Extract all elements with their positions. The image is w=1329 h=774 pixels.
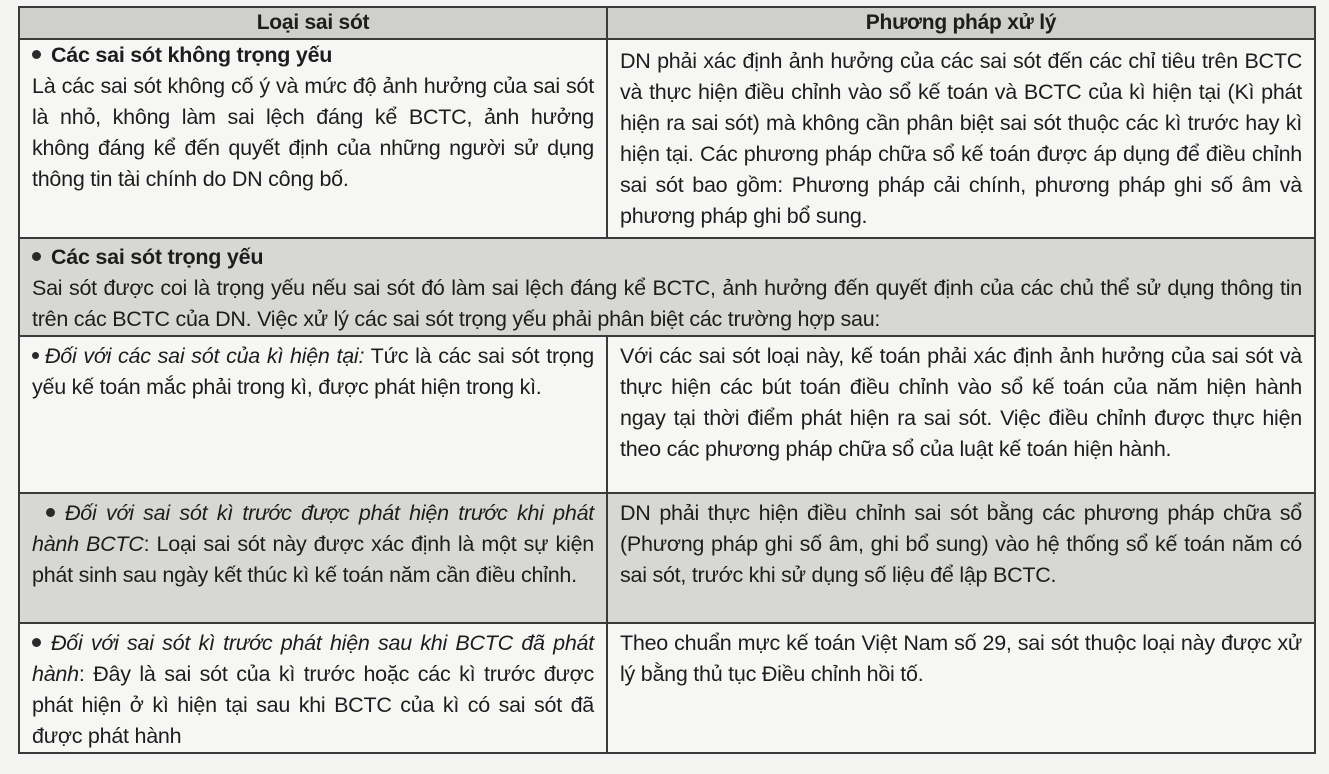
prior-after-issue-method: Theo chuẩn mực kế toán Việt Nam số 29, sai sót thuộc loại này được xử lý bằng thủ tục Điều chỉnh hồi tố. <box>620 631 1302 686</box>
current-period-title: Đối với các sai sót của kì hiện tại: <box>45 344 365 368</box>
immaterial-errors-description: Là các sai sót không cố ý và mức độ ảnh hưởng của sai sót là nhỏ, không làm sai lệch đáng kể BCTC, ảnh hưởng không đáng kể đến quyết định của những người sử dụng thông tin tài chính do DN công bố. <box>32 74 594 191</box>
cell-current-period-method <box>607 336 1315 493</box>
immaterial-errors-heading: Các sai sót không trọng yếu <box>51 43 333 67</box>
table-row <box>19 336 1315 493</box>
header-handling-method: Phương pháp xử lý <box>607 7 1315 39</box>
current-period-method: Với các sai sót loại này, kế toán phải xác định ảnh hưởng của sai sót và thực hiện các bút toán điều chỉnh vào sổ kế toán của năm hiện hành ngay tại thời điểm phát hiện ra sai sót. Việc điều chỉnh được thực hiện theo các phương pháp chữa sổ của luật kế toán hiện hành. <box>620 344 1302 461</box>
material-errors-heading: Các sai sót trọng yếu <box>51 245 264 269</box>
cell-immaterial-errors <box>19 39 607 238</box>
immaterial-heading-line <box>32 40 594 71</box>
current-period-description: Tức là các sai sót trọng yếu kế toán mắc phải trong kì, được phát hiện trong kì. <box>32 344 594 399</box>
material-heading-line <box>32 242 1302 273</box>
cell-prior-after-issue <box>19 623 607 753</box>
prior-after-issue-title: Đối với sai sót kì trước phát hiện sau khi BCTC đã phát hành <box>32 631 594 686</box>
cell-immaterial-method <box>607 39 1315 238</box>
table-row <box>19 493 1315 623</box>
table-row <box>19 623 1315 753</box>
bullet-icon <box>32 638 41 647</box>
bullet-icon <box>32 252 41 261</box>
prior-after-issue-description: : Đây là sai sót của kì trước hoặc các kì trước được phát hiện ở kì hiện tại sau khi BCTC của kì có sai sót đã được phát hành <box>32 662 594 748</box>
table-header-row <box>19 7 1315 39</box>
material-errors-description: Sai sót được coi là trọng yếu nếu sai sót đó làm sai lệch đáng kể BCTC, ảnh hưởng đến quyết định của các chủ thể sử dụng thông tin trên các BCTC của DN. Việc xử lý các sai sót trọng yếu phải phân biệt các trường hợp sau: <box>32 276 1302 331</box>
prior-before-issue-title: Đối với sai sót kì trước được phát hiện trước khi phát hành BCTC <box>32 501 594 556</box>
immaterial-errors-method: DN phải xác định ảnh hưởng của các sai sót đến các chỉ tiêu trên BCTC và thực hiện điều chỉnh vào sổ kế toán và BCTC của kì hiện tại (Kì phát hiện ra sai sót) mà không cần phân biệt sai sót thuộc các kì trước hay kì hiện tại. Các phương pháp chữa sổ kế toán được áp dụng để điều chỉnh sai sót bao gồm: Phương pháp cải chính, phương pháp ghi số âm và phương pháp ghi bổ sung. <box>620 49 1302 228</box>
prior-before-issue-method: DN phải thực hiện điều chỉnh sai sót bằng các phương pháp chữa sổ (Phương pháp ghi số âm, ghi bổ sung) vào hệ thống sổ kế toán năm có sai sót, trước khi sử dụng số liệu để lập BCTC. <box>620 501 1302 587</box>
error-handling-table <box>18 6 1316 754</box>
bullet-icon <box>46 508 55 517</box>
cell-current-period <box>19 336 607 493</box>
cell-prior-after-issue-method <box>607 623 1315 753</box>
cell-prior-before-issue <box>19 493 607 623</box>
table-row <box>19 238 1315 336</box>
cell-prior-before-issue-method <box>607 493 1315 623</box>
bullet-icon <box>32 50 41 59</box>
prior-before-issue-description: : Loại sai sót này được xác định là một sự kiện phát sinh sau ngày kết thúc kì kế toán năm cần điều chỉnh. <box>32 532 594 587</box>
bullet-icon <box>32 352 39 359</box>
table-row <box>19 39 1315 238</box>
cell-material-errors <box>19 238 1315 336</box>
header-error-type: Loại sai sót <box>19 7 607 39</box>
